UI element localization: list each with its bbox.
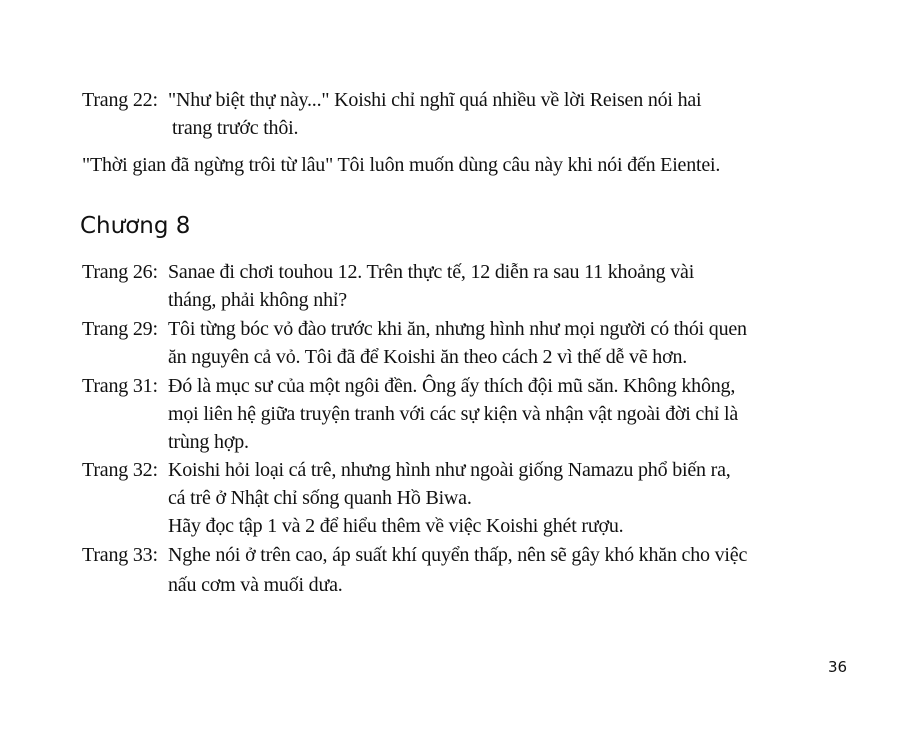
note-label: Trang 26: xyxy=(82,261,158,283)
note-line: trang trước thôi. xyxy=(172,117,299,139)
note-line: Nghe nói ở trên cao, áp suất khí quyển thấp, nên sẽ gây khó khăn cho việc xyxy=(168,544,748,566)
note-line: "Như biệt thự này..." Koishi chỉ nghĩ quá nhiều về lời Reisen nói hai xyxy=(168,89,702,111)
note-line: trùng hợp. xyxy=(168,431,249,453)
note-line: ăn nguyên cả vỏ. Tôi đã để Koishi ăn theo cách 2 vì thế dễ vẽ hơn. xyxy=(168,346,688,368)
note-line: nấu cơm và muối dưa. xyxy=(168,574,343,596)
note-line: Hãy đọc tập 1 và 2 để hiểu thêm về việc Koishi ghét rượu. xyxy=(168,515,624,537)
note-label: Trang 29: xyxy=(82,318,158,340)
chapter-heading: Chương 8 xyxy=(80,213,191,239)
note-label: Trang 33: xyxy=(82,544,158,566)
page-number: 36 xyxy=(828,658,848,676)
note-line: Koishi hỏi loại cá trê, nhưng hình như ngoài giống Namazu phổ biến ra, xyxy=(168,459,731,481)
note-label: Trang 22: xyxy=(82,89,158,111)
note-line: mọi liên hệ giữa truyện tranh với các sự kiện và nhận vật ngoài đời chỉ là xyxy=(168,403,739,425)
note-label: Trang 32: xyxy=(82,459,158,481)
note-label: Trang 31: xyxy=(82,375,158,397)
note-line: Tôi từng bóc vỏ đào trước khi ăn, nhưng hình như mọi người có thói quen xyxy=(168,318,747,340)
eientei-quote: "Thời gian đã ngừng trôi từ lâu" Tôi luôn muốn dùng câu này khi nói đến Eientei. xyxy=(82,154,721,176)
note-line: Đó là mục sư của một ngôi đền. Ông ấy thích đội mũ săn. Không không, xyxy=(168,375,736,397)
note-line: cá trê ở Nhật chỉ sống quanh Hồ Biwa. xyxy=(168,487,472,509)
note-line: tháng, phải không nhỉ? xyxy=(168,289,347,311)
note-line: Sanae đi chơi touhou 12. Trên thực tế, 12 diễn ra sau 11 khoảng vài xyxy=(168,261,695,283)
